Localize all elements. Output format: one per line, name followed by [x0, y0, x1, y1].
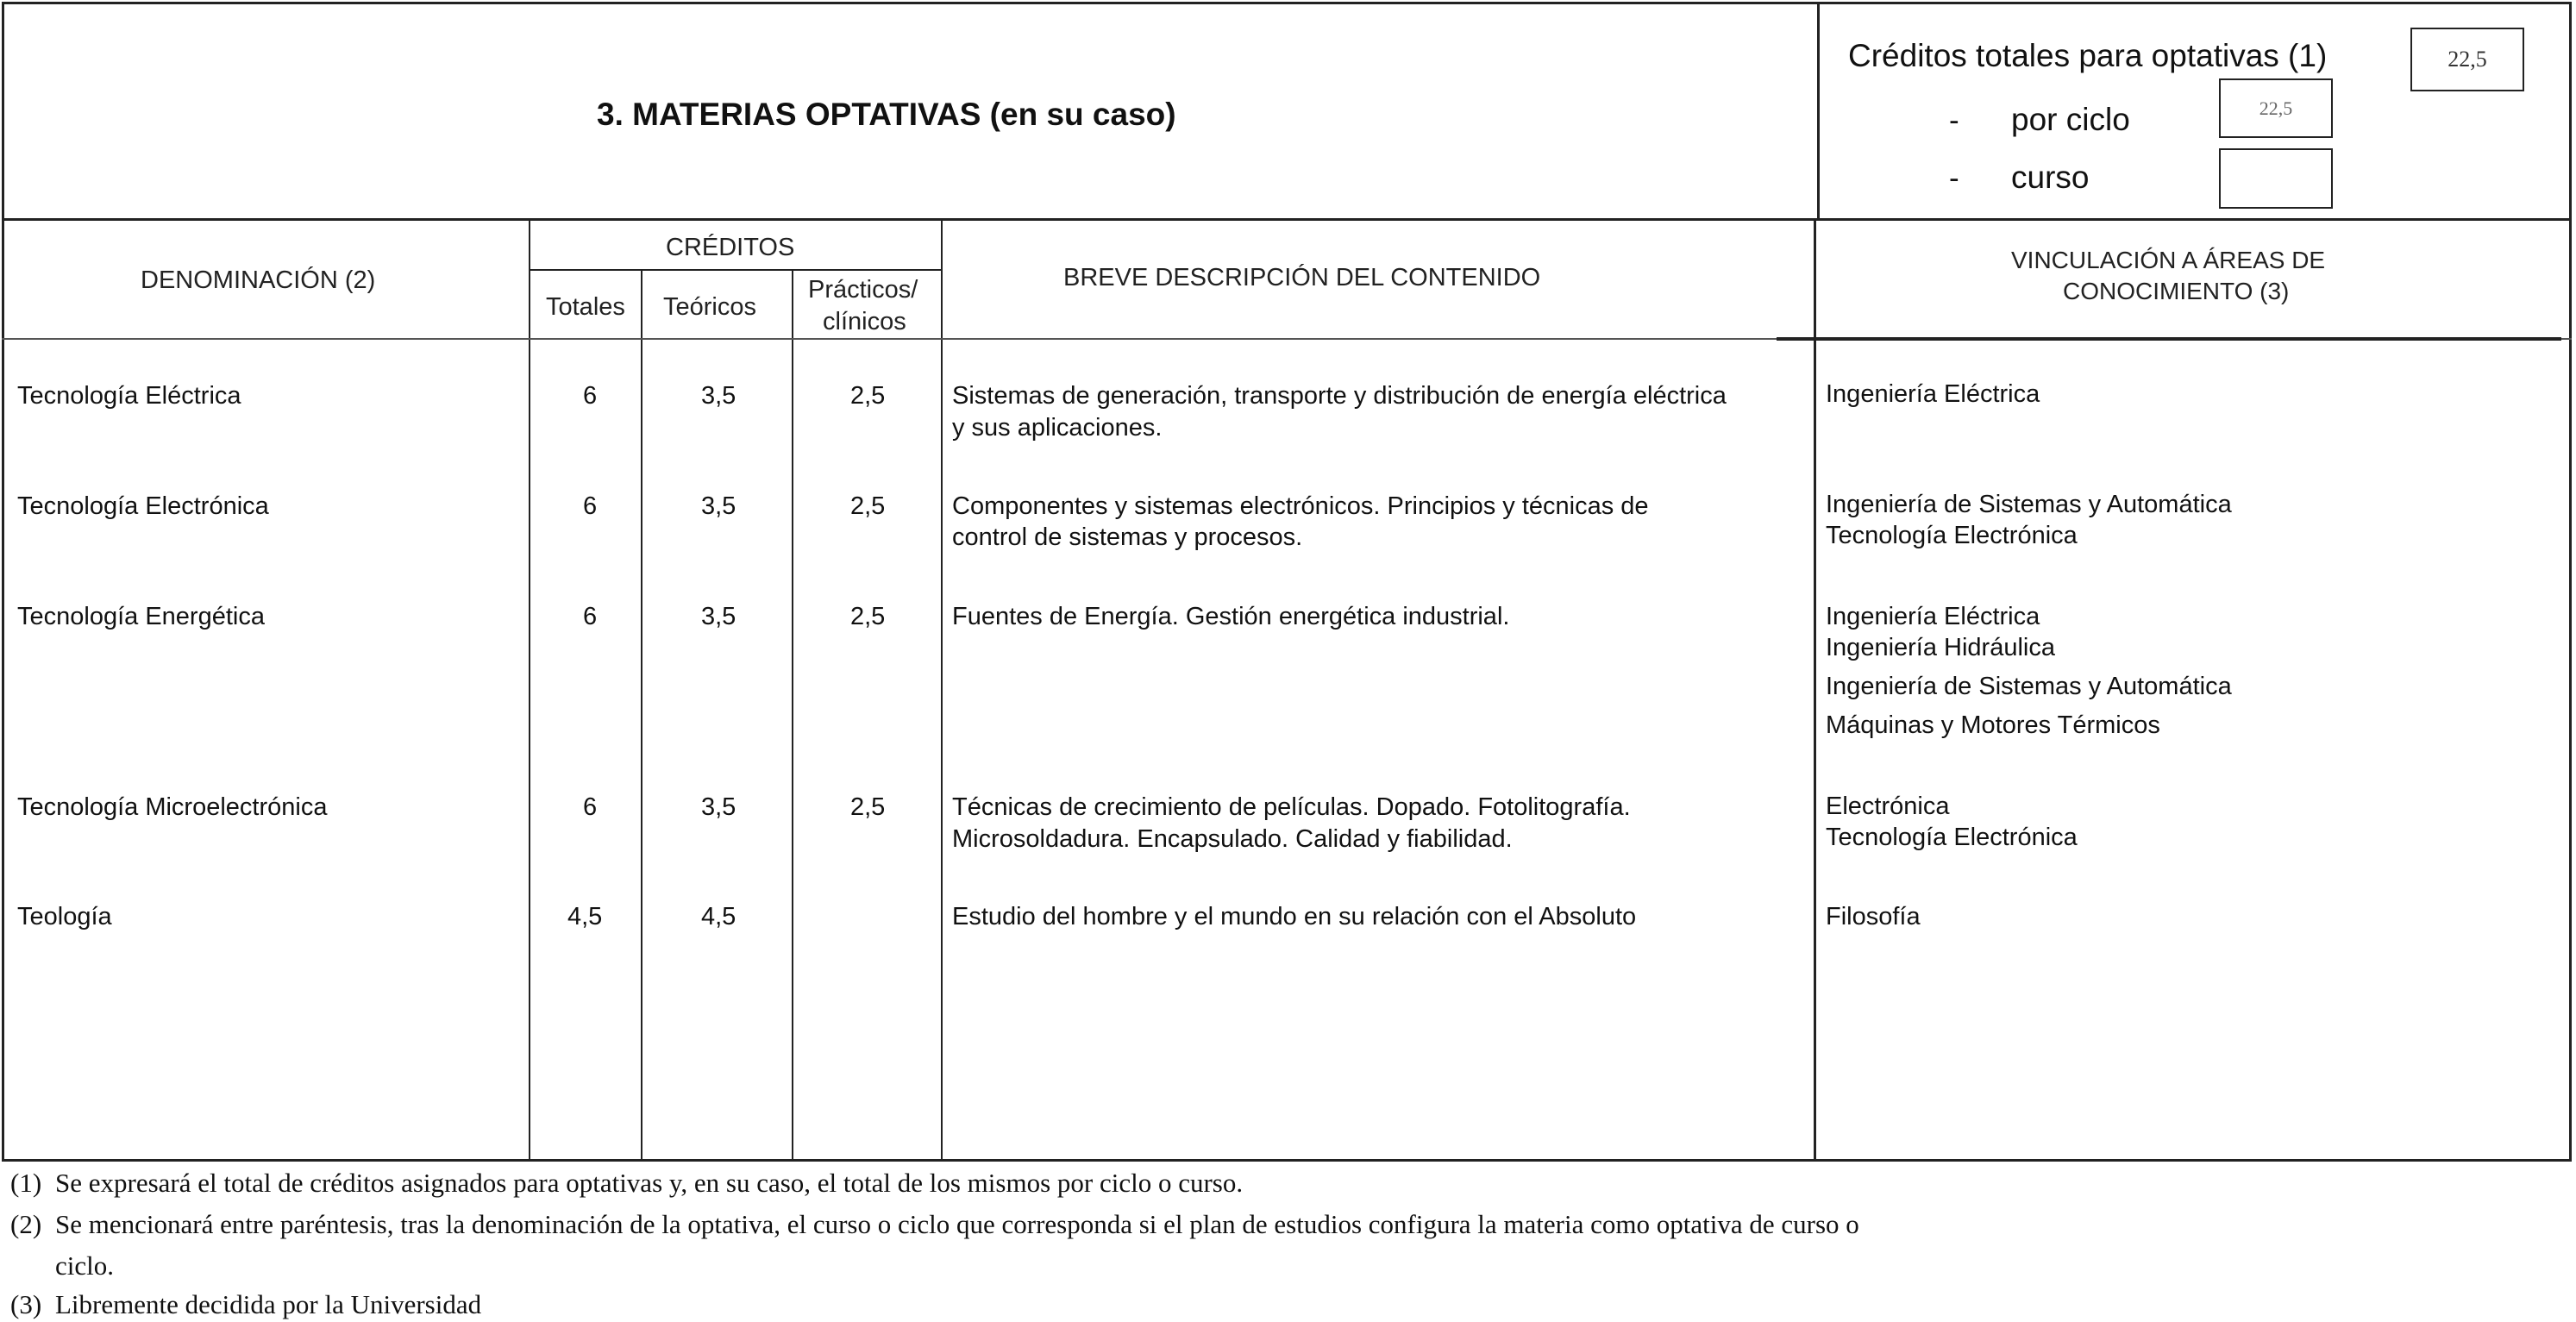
credits-total-label: Créditos totales para optativas (1) — [1848, 38, 2328, 73]
row-name: Tecnología Eléctrica — [17, 382, 241, 410]
por-ciclo-dash: - — [1949, 103, 1959, 137]
row-name: Tecnología Microelectrónica — [17, 793, 328, 821]
row-name: Teología — [17, 903, 112, 930]
row-desc-line: Microsoldadura. Encapsulado. Calidad y fiabilidad. — [952, 825, 1513, 853]
curso-label: curso — [2011, 160, 2090, 195]
col-creditos: CRÉDITOS — [666, 234, 795, 261]
row-area: Ingeniería Eléctrica — [1826, 380, 2040, 408]
row-teoricos: 3,5 — [701, 382, 736, 410]
row-area: Máquinas y Motores Térmicos — [1826, 711, 2160, 739]
frame-right — [2569, 2, 2572, 1162]
row-teoricos: 4,5 — [701, 903, 736, 930]
row-desc-line: Componentes y sistemas electrónicos. Principios y técnicas de — [952, 492, 1649, 520]
credits-total-box — [2410, 28, 2524, 91]
row-totales: 4,5 — [567, 903, 603, 930]
col-practicos-line1: Prácticos/ — [808, 276, 918, 304]
header-separator — [2, 218, 2572, 221]
curso-dash: - — [1949, 161, 1959, 195]
por-ciclo-label: por ciclo — [2011, 102, 2130, 137]
row-desc-line: Estudio del hombre y el mundo en su relación con el Absoluto — [952, 903, 1637, 930]
col-denominacion: DENOMINACIÓN (2) — [141, 266, 376, 294]
row-area: Filosofía — [1826, 903, 1921, 930]
row-area: Ingeniería Eléctrica — [1826, 603, 2040, 630]
frame-bottom — [2, 1159, 2572, 1162]
row-area: Tecnología Electrónica — [1826, 522, 2078, 549]
footnote-3-number: (3) — [10, 1289, 42, 1319]
row-practicos: 2,5 — [850, 492, 886, 520]
curso-box — [2219, 148, 2333, 209]
row-area: Ingeniería de Sistemas y Automática — [1826, 673, 2232, 700]
footnote-1: Se expresará el total de créditos asignados para optativas y, en su caso, el total de los mismos por ciclo o curso. — [55, 1168, 1244, 1198]
row-totales: 6 — [583, 382, 598, 410]
row-area: Tecnología Electrónica — [1826, 824, 2078, 851]
row-totales: 6 — [583, 793, 598, 821]
frame-left — [2, 2, 4, 1162]
row-name: Tecnología Energética — [17, 603, 265, 630]
row-desc-line: control de sistemas y procesos. — [952, 523, 1303, 551]
footnote-2-number: (2) — [10, 1209, 42, 1239]
header-panel-divider — [1817, 2, 1820, 219]
credits-total-value: 22,5 — [2448, 47, 2487, 72]
col-descripcion: BREVE DESCRIPCIÓN DEL CONTENIDO — [1063, 264, 1541, 291]
row-name: Tecnología Electrónica — [17, 492, 269, 520]
col-totales: Totales — [546, 293, 625, 321]
por-ciclo-box — [2219, 78, 2333, 138]
footnote-2-line2: ciclo. — [55, 1250, 114, 1281]
row-totales: 6 — [583, 603, 598, 630]
column-header-bottom-thick — [1777, 337, 2561, 341]
row-desc-line: Fuentes de Energía. Gestión energética industrial. — [952, 603, 1510, 630]
col-divider-3 — [792, 270, 793, 1161]
row-desc-line: Técnicas de crecimiento de películas. Dopado. Fotolitografía. — [952, 793, 1631, 821]
footnote-1-number: (1) — [10, 1168, 42, 1198]
col-divider-4 — [941, 218, 943, 1161]
row-desc-line: y sus aplicaciones. — [952, 414, 1163, 442]
row-desc-line: Sistemas de generación, transporte y distribución de energía eléctrica — [952, 382, 1727, 410]
row-teoricos: 3,5 — [701, 603, 736, 630]
frame-top — [2, 2, 2572, 4]
col-vinculacion-line2: CONOCIMIENTO (3) — [2063, 278, 2290, 304]
footnote-2-line1: Se mencionará entre paréntesis, tras la denominación de la optativa, el curso o ciclo que corresponda si el plan de estudios configura la materia como optativa de curso o — [55, 1209, 1859, 1239]
row-practicos: 2,5 — [850, 603, 886, 630]
col-teoricos: Teóricos — [663, 293, 756, 321]
por-ciclo-value: 22,5 — [2259, 97, 2293, 119]
footnote-3: Libremente decidida por la Universidad — [55, 1289, 482, 1319]
col-divider-1 — [529, 218, 530, 1161]
col-divider-5 — [1814, 218, 1816, 1161]
row-teoricos: 3,5 — [701, 492, 736, 520]
row-practicos: 2,5 — [850, 793, 886, 821]
row-area: Electrónica — [1826, 793, 1950, 820]
row-totales: 6 — [583, 492, 598, 520]
creditos-subheader-line — [529, 269, 943, 271]
row-practicos: 2,5 — [850, 382, 886, 410]
row-area: Ingeniería de Sistemas y Automática — [1826, 491, 2232, 518]
col-practicos-line2: clínicos — [823, 308, 906, 335]
row-teoricos: 3,5 — [701, 793, 736, 821]
page-title: 3. MATERIAS OPTATIVAS (en su caso) — [597, 97, 1176, 132]
col-vinculacion-line1: VINCULACIÓN A ÁREAS DE — [2011, 247, 2326, 273]
col-divider-2 — [641, 270, 642, 1161]
row-area: Ingeniería Hidráulica — [1826, 634, 2055, 661]
